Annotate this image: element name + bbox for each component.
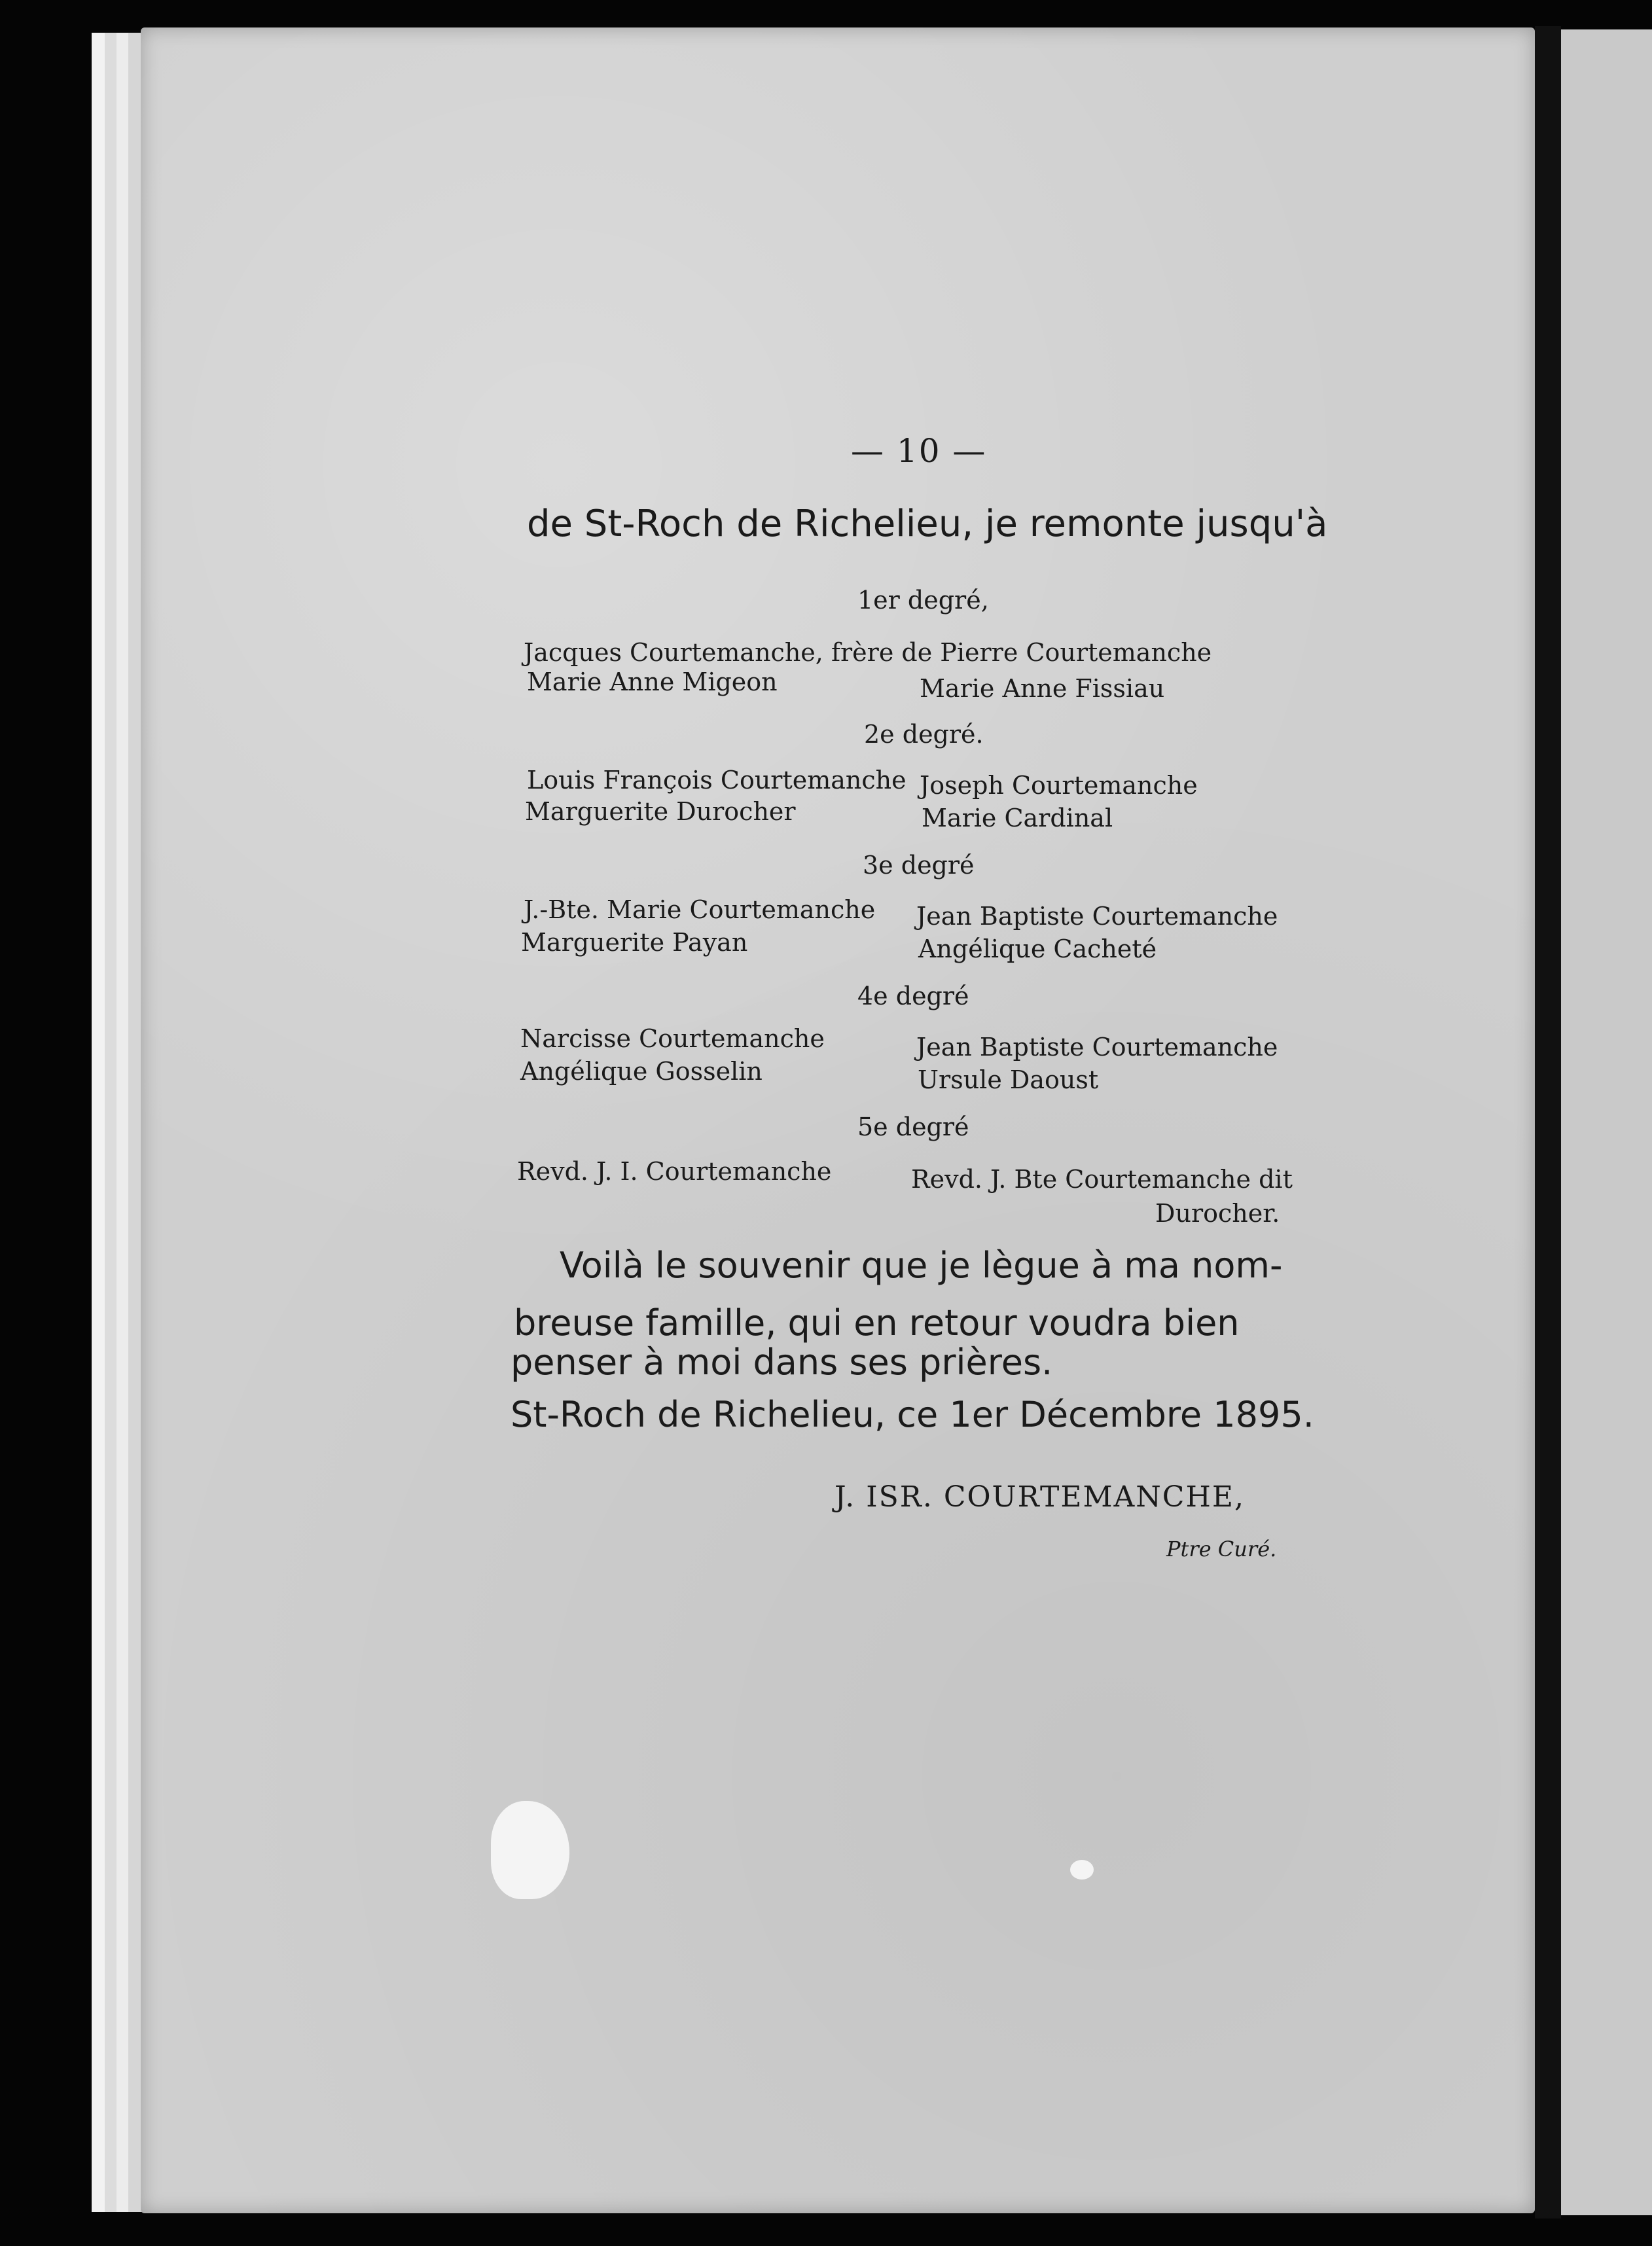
ancestor-name: Joseph Courtemanche (920, 771, 1198, 800)
closing-line: breuse famille, qui en retour voudra bien (514, 1302, 1240, 1344)
ancestor-name: Marguerite Payan (521, 928, 748, 957)
closing-line: Voilà le souvenir que je lègue à ma nom- (560, 1245, 1283, 1286)
degree-heading: 5e degré (857, 1113, 969, 1141)
ancestor-name: Jean Baptiste Courtemanche (916, 1033, 1278, 1061)
ancestor-name: Angélique Cacheté (918, 935, 1157, 963)
ancestor-name: Marie Anne Fissiau (920, 674, 1165, 703)
document-page (141, 27, 1535, 2213)
ancestor-name: Jean Baptiste Courtemanche (916, 902, 1278, 931)
ancestor-name: Narcisse Courtemanche (520, 1024, 825, 1053)
ancestor-name: Louis François Courtemanche (527, 766, 907, 794)
signature-title: Ptre Curé. (1166, 1537, 1277, 1561)
page-number: — 10 — (851, 432, 987, 470)
degree-heading: 3e degré (863, 851, 975, 880)
ancestor-name: Marguerite Durocher (525, 797, 796, 826)
signature-name: J. ISR. COURTEMANCHE, (835, 1480, 1245, 1514)
ancestor-name: Marie Cardinal (922, 804, 1113, 832)
paper-stain (1070, 1860, 1094, 1880)
ancestor-name: Revd. J. I. Courtemanche (517, 1157, 832, 1186)
ancestor-name: Marie Anne Migeon (527, 668, 778, 696)
degree-heading: 4e degré (857, 982, 969, 1010)
adjacent-page (1561, 29, 1652, 2215)
paper-stain (491, 1801, 569, 1899)
ancestor-name: Revd. J. Bte Courtemanche dit (911, 1165, 1293, 1194)
ancestor-name: Angélique Gosselin (520, 1057, 763, 1086)
book-spine (1535, 26, 1561, 2219)
date-line: St-Roch de Richelieu, ce 1er Décembre 1895. (511, 1394, 1314, 1435)
intro-line: de St-Roch de Richelieu, je remonte jusqu'à (527, 503, 1328, 545)
degree-heading: 1er degré, (857, 586, 989, 615)
ancestor-name: Ursule Daoust (918, 1065, 1099, 1094)
degree-heading: 2e degré. (864, 720, 984, 749)
ancestor-name: Durocher. (1155, 1199, 1280, 1228)
closing-line: penser à moi dans ses prières. (511, 1342, 1053, 1383)
ancestor-name: J.-Bte. Marie Courtemanche (524, 895, 876, 924)
ancestor-name: Jacques Courtemanche, frère de Pierre Courtemanche (524, 638, 1212, 667)
